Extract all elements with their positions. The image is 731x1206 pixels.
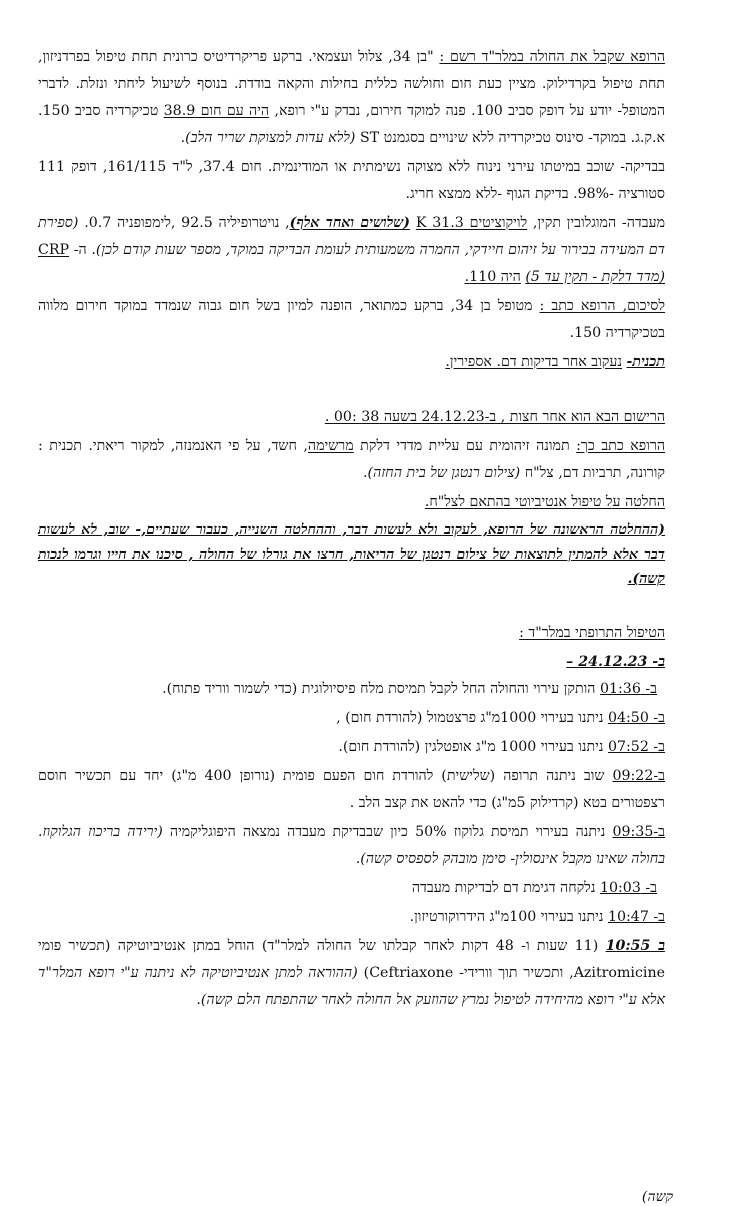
summary-paragraph <box>38 293 665 347</box>
crp-note: (מדד דלקת - תקין עד 5) <box>525 268 665 285</box>
history-text-cont: טכיקרדיה סביב 150. א.ק.ג. במוקד- סינוס טכיקרדיה ללא שינויים בסגמנט ST <box>38 102 665 146</box>
entry-text: שוב ניתנה תרופה (שלישית) להורדת חום הפעם פומית (נורופן 400 מ"ג) יחד עם תכשיר חוסם רצפטורים בטא (קרדילוק 5מ"ג) כדי להאט את קצב הלב . <box>38 768 665 812</box>
entry-time: ב- 04:50 <box>607 710 665 727</box>
antibiotic-start-note: (ההוראה למתן אנטיביוטיקה לא ניתנה ע"י רופא המלר"ד אלא ע"י רופא מהיחידה לטיפול נמרץ שהוזעק אל החולה לאחר שהתפתח הלם קשה). <box>38 965 665 1009</box>
entry-time: ב-09:22 <box>612 768 665 785</box>
ecg-note: (ללא עדות למצוקת שריר הלב). <box>180 129 356 146</box>
lab-comment: (ספירת דם המעידה בבירור על זיהום חיידקי, החמרה משמעותית לעומת הבדיקה במוקד, מספר שעות קודם לכן). <box>38 214 665 258</box>
antibiotic-start-entry <box>38 933 665 1014</box>
doctor-second-note <box>38 433 665 487</box>
plan-paragraph <box>38 349 665 376</box>
summary-heading: לסיכום, הרופא כתב : <box>539 297 666 314</box>
doctor-note-heading: הרופא שקבל את החולה במלר"ד רשם : <box>439 49 665 65</box>
treatment-entry <box>38 904 665 931</box>
crp-value: היה 110. <box>464 268 521 285</box>
entry-time: ב- 07:52 <box>607 739 665 756</box>
lab-text-b: , נויטרופיליה 92.5 ,לימפופניה 0.7. <box>84 214 290 231</box>
summary-text: מטופל בן 34, ברקע כמתואר, הופנה למיון בשל חום גבוה שנמדד במוקד חירום מלווה בטכיקרדיה 150. <box>38 297 665 341</box>
next-record-text: הרישום הבא הוא אחר חצות , ב-24.12.23 בשעה 38 :00 . <box>324 408 665 425</box>
antibiotic-start-text: (11 שעות ו- 48 דקות לאחר קבלתו של החולה למלר"ד) הוחל במתן אנטיביוטיקה (תכשיר פומי Azitromicine, ותכשיר תוך וורידי- Ceftriaxone) <box>38 938 665 982</box>
xray-note: (צילום רנטגן של בית החזה). <box>362 464 521 481</box>
entry-italic-note: (ירידה בריכוז הגלוקוז. בחולה שאינו מקבל אינסולין- סימן מובהק לספסיס קשה). <box>38 824 665 868</box>
exam-paragraph: בבדיקה- שוכב במיטתו עירני נינוח ללא מצוקה נשימתית או המודינמית. חום 37.4, ל"ד 161/115, דופק 111 סטורציה -98%. בדיקת הגוף -ללא ממצא חריג. <box>38 158 665 202</box>
lab-text-c: ה- <box>73 241 87 258</box>
lab-text-a: מעבדה- המוגלובין תקין, <box>532 214 665 231</box>
treatment-entry <box>38 875 665 902</box>
treatment-entry <box>38 819 665 873</box>
antibiotic-start-time: ב 10:55 <box>605 938 665 955</box>
antibiotic-decision <box>38 489 665 516</box>
patient-history-paragraph <box>38 44 665 152</box>
entry-text: ניתנה בעירוי תמיסת גלוקוז 50% כיון שבבדיקת מעבדה נמצאה היפוגליקמיה <box>169 824 606 841</box>
impressive-word: מרשימה <box>307 437 354 454</box>
doctor-wrote-heading: הרופא כתב כך: <box>576 437 666 454</box>
treatment-entry <box>38 734 665 761</box>
entry-text: נלקחה דגימת דם לבדיקות מעבדה <box>411 880 596 897</box>
plan-label: תכנית- <box>626 353 665 370</box>
fever-measure: היה עם חום 38.9 <box>163 102 270 119</box>
entry-text: הותקן עירוי והחולה החל לקבל תמיסת מלח פיסיולוגית (כדי לשמור ווריד פתוח). <box>162 681 596 698</box>
entry-time: ב-09:35 <box>612 824 665 841</box>
leukocytes-words: (שלושים ואחד אלף) <box>289 214 411 231</box>
treatment-timeline <box>38 676 665 1014</box>
treatment-title-line <box>38 620 665 647</box>
entry-text: ניתנו בעירוי 100מ"ג הידרוקורטיזון. <box>409 909 604 926</box>
treatment-entry <box>38 763 665 817</box>
next-record-paragraph <box>38 404 665 431</box>
treatment-entry <box>38 676 665 703</box>
entry-text: ניתנו בעירוי 1000מ"ג פרצטמול (להורדת חום) , <box>336 710 604 727</box>
treatment-entry <box>38 705 665 732</box>
leukocytes-value: לויקוציטים K 31.3 <box>415 214 528 231</box>
entry-time: ב- 01:36 <box>599 681 657 698</box>
treatment-date: ב- 24.12.23 – <box>566 654 665 671</box>
history-text: "בן 34, צלול ועצמאי. ברקע פריקרדיטיס כרונית תחת טיפול בפרדניזון, תחת טיפול בקרדילוק. מציין כעת חום וחולשה כללית בחילות והקאה בודדת. בנוסף לשיעול ליחתי ונזלת. לדברי המטופל- יודע על דופק סביב 100. פנה למוקד חירום, נבדק ע"י רופא, <box>38 49 665 119</box>
decision-critique: (ההחלטה הראשונה של הרופא, לעקוב ולא לעשות דבר, וההחלטה השנייה, כעבור שעתיים,- שוב, לא לעשות דבר אלא להמתין לתוצאות של צילום רנטגן של הריאות, חרצו את גורלו של החולה , סיכנו את חייו וגרמו לנכות קשה). <box>38 521 665 588</box>
antibiotic-decision-text: החלטה על טיפול אנטיביוטי בהתאם לצל"ח. <box>424 493 665 510</box>
plan-text: נעקוב אחר בדיקות דם. אספירין. <box>445 353 623 370</box>
lab-paragraph <box>38 210 665 291</box>
second-note-b: , חשד, על פי האנמנזה, למקור ריאתי. תכנית : קורונה, תרביות דם, צל"ח <box>38 437 665 481</box>
cut-off-text: קשה) <box>641 1189 673 1205</box>
entry-text: ניתנו בעירוי 1000 מ"ג אופטלגין (להורדת חום). <box>338 739 604 756</box>
crp-label: CRP <box>38 241 70 258</box>
entry-time: ב- 10:47 <box>607 909 665 926</box>
treatment-title: הטיפול התרופתי במלר"ד : <box>519 625 665 642</box>
second-note-a: תמונה זיהומית עם עליית מדדי דלקת <box>360 437 570 454</box>
entry-time: ב- 10:03 <box>599 880 657 897</box>
